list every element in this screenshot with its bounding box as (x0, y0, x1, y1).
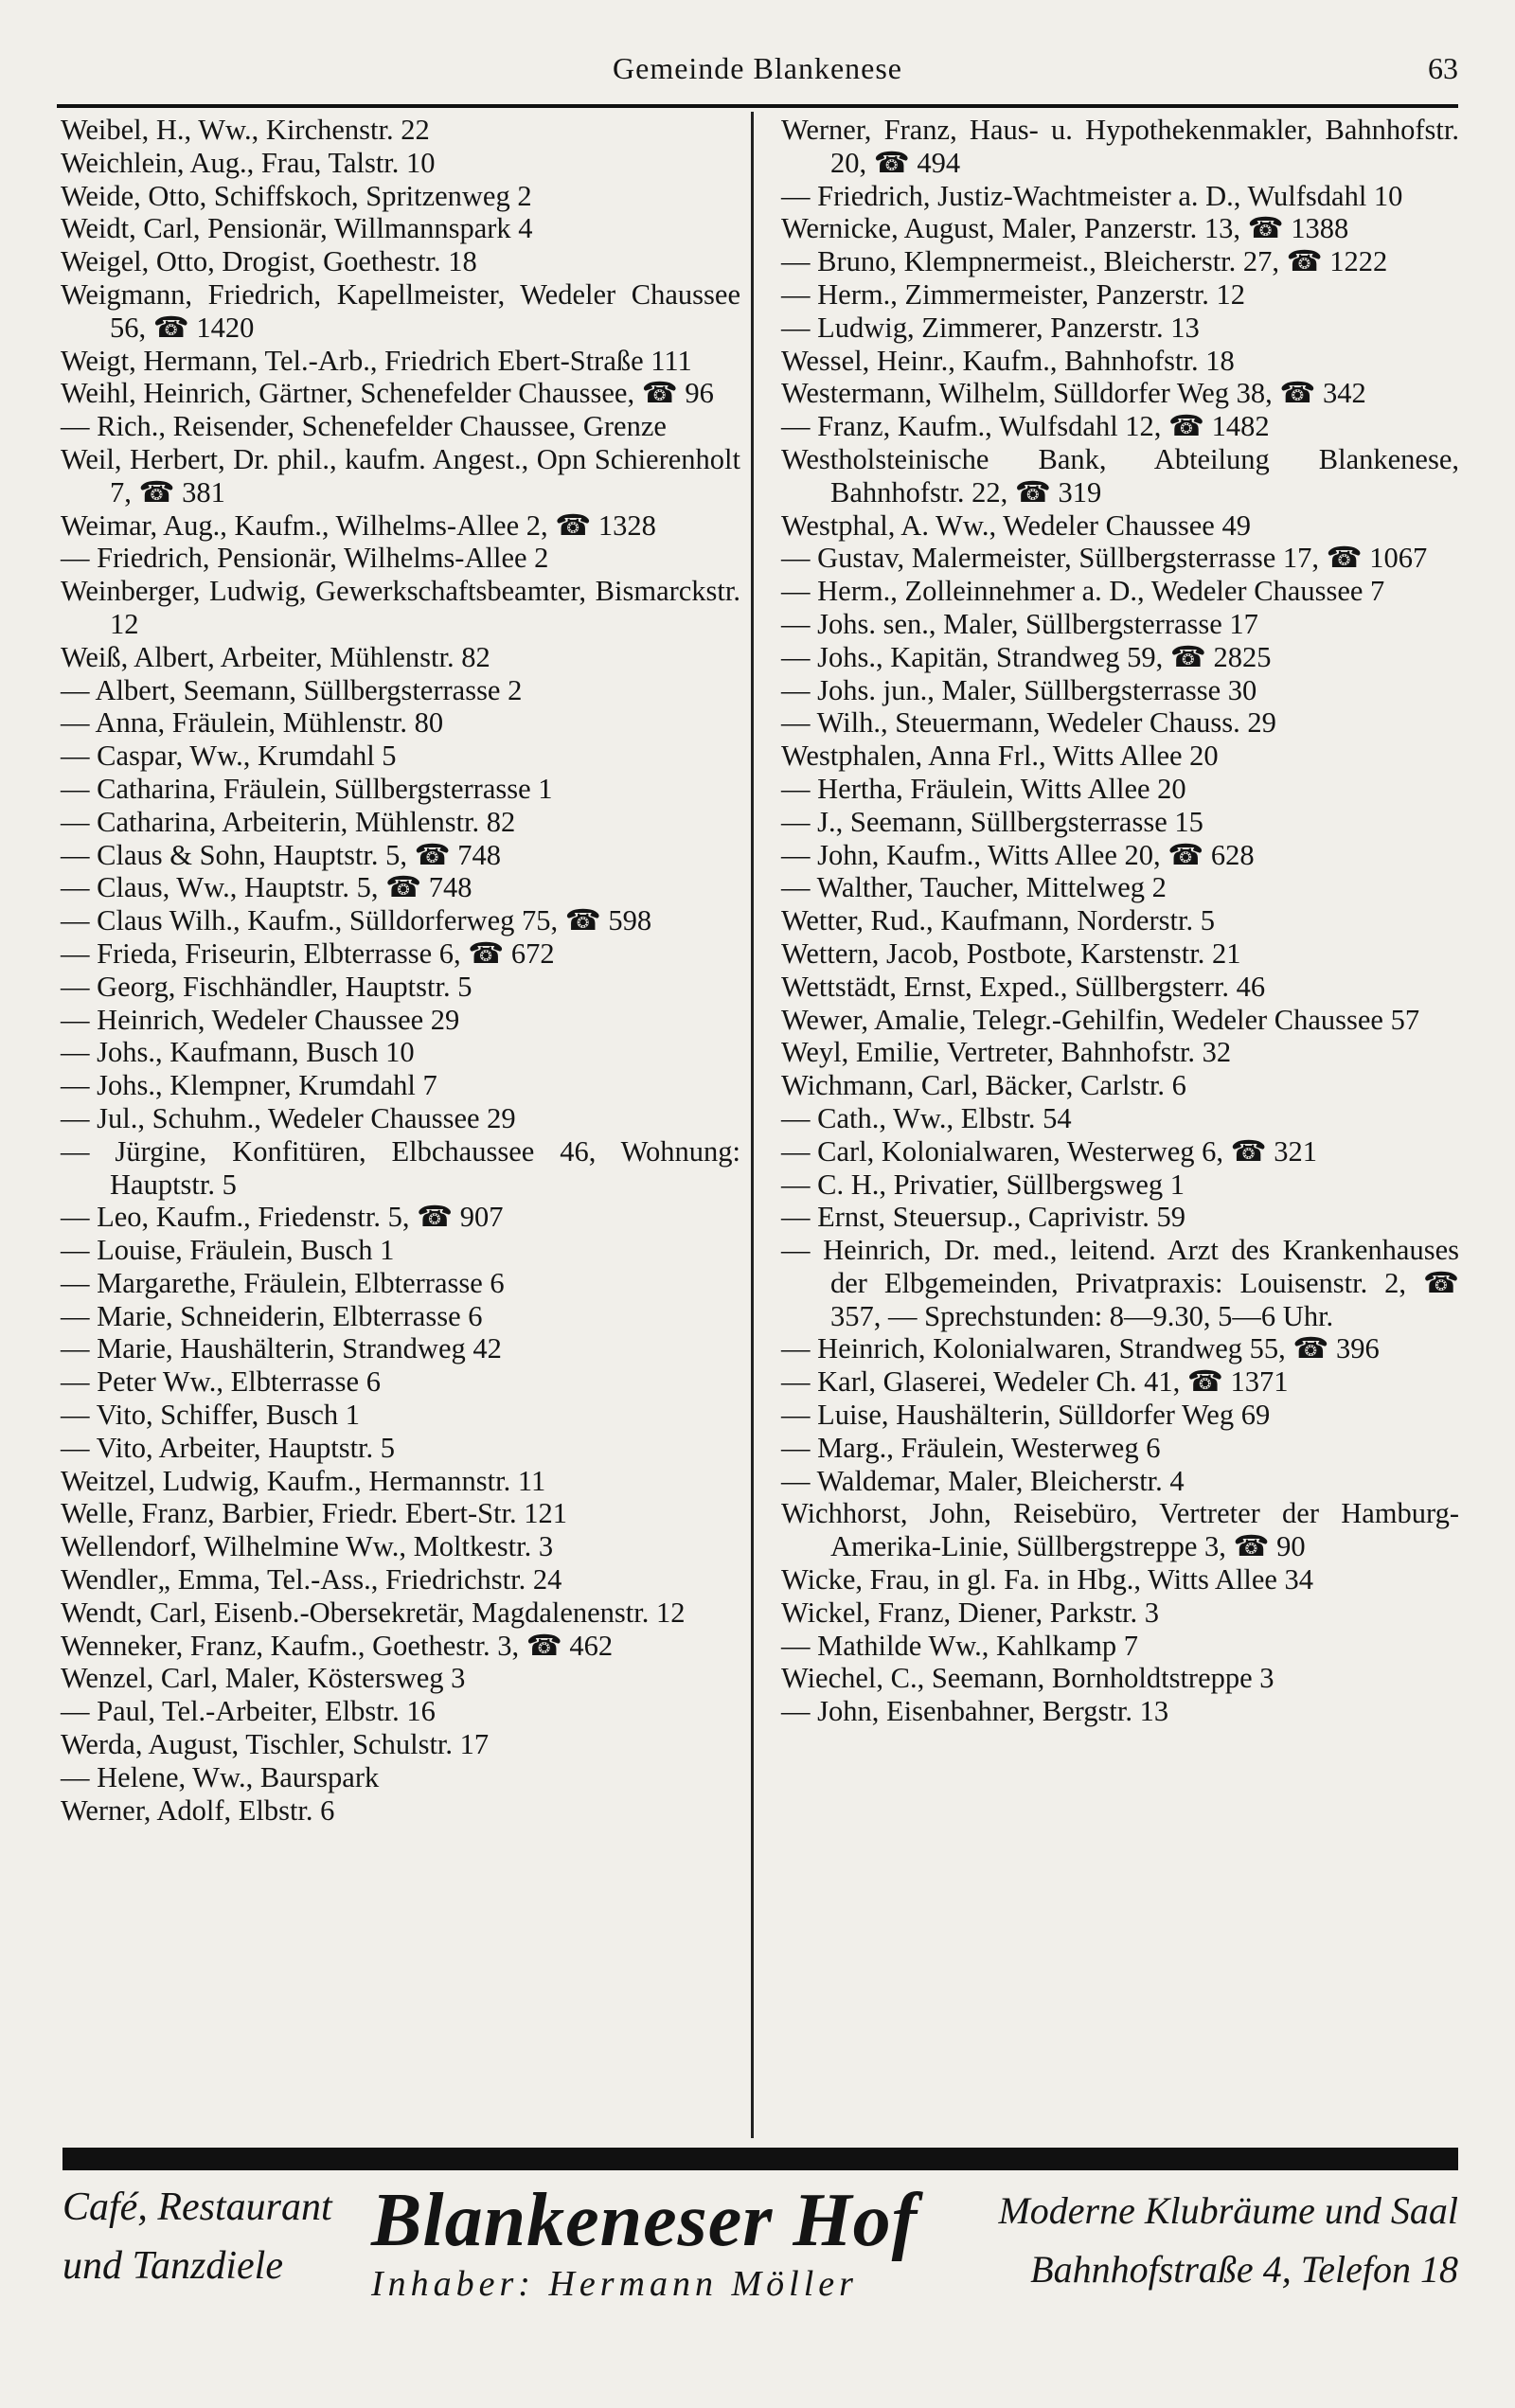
directory-entry: Wenneker, Franz, Kaufm., Goethestr. 3, ☎ 462 (61, 1629, 614, 1662)
directory-entry: — Peter Ww., Elbterrasse 6 (61, 1365, 381, 1399)
left-column (61, 114, 740, 1827)
directory-entry: Westholsteinische Bank, Abteilung Blankenese, Bahnhofstr. 22, ☎ 319 (781, 442, 1459, 508)
directory-entry: Weyl, Emilie, Vertreter, Bahnhofstr. 32 (781, 1036, 1232, 1069)
directory-entry: — John, Kaufm., Witts Allee 20, ☎ 628 (781, 838, 1255, 871)
advertisement-rule (62, 2148, 1458, 2170)
directory-entry: — Claus, Ww., Hauptstr. 5, ☎ 748 (61, 871, 472, 904)
directory-entry: — John, Eisenbahner, Bergstr. 13 (781, 1695, 1169, 1728)
directory-entry: — Johs., Klempner, Krumdahl 7 (61, 1069, 437, 1102)
directory-entry: — Georg, Fischhändler, Hauptstr. 5 (61, 970, 472, 1003)
directory-entry: — Catharina, Arbeiterin, Mühlenstr. 82 (61, 805, 516, 838)
directory-entry: — Carl, Kolonialwaren, Westerweg 6, ☎ 321 (781, 1134, 1318, 1168)
directory-entry: — Herm., Zolleinnehmer a. D., Wedeler Chaussee 7 (781, 575, 1385, 608)
directory-entry: Welle, Franz, Barbier, Friedr. Ebert-Str. 121 (61, 1497, 568, 1530)
directory-entry: Weigmann, Friedrich, Kapellmeister, Wedeler Chaussee 56, ☎ 1420 (61, 277, 740, 344)
directory-entry: Wiechel, C., Seemann, Bornholdtstreppe 3 (781, 1662, 1274, 1695)
directory-entry: Werner, Franz, Haus- u. Hypothekenmakler, Bahnhofstr. 20, ☎ 494 (781, 114, 1459, 179)
directory-entry: — Waldemar, Maler, Bleicherstr. 4 (781, 1464, 1185, 1497)
directory-entry: — Johs. sen., Maler, Süllbergsterrasse 17 (781, 607, 1258, 640)
directory-entry: — Ernst, Steuersup., Caprivistr. 59 (781, 1201, 1185, 1234)
directory-entry: Wicke, Frau, in gl. Fa. in Hbg., Witts Allee 34 (781, 1563, 1314, 1596)
directory-entry: Wendt, Carl, Eisenb.-Obersekretär, Magdalenenstr. 12 (61, 1596, 686, 1629)
directory-entry: — Jürgine, Konfitüren, Elbchaussee 46, Wohnung: Hauptstr. 5 (61, 1134, 740, 1201)
directory-entry: Wendler„ Emma, Tel.-Ass., Friedrichstr. 24 (61, 1563, 562, 1596)
directory-entry: — Claus Wilh., Kaufm., Sülldorferweg 75, ☎ 598 (61, 904, 652, 937)
directory-entry: — Franz, Kaufm., Wulfsdahl 12, ☎ 1482 (781, 410, 1270, 443)
directory-entry: — Heinrich, Dr. med., leitend. Arzt des Krankenhauses der Elbgemeinden, Privatpraxis: Louisenstr. 2, ☎ 357, — Sprechstunden: 8—9.30, 5—6 Uhr. (781, 1234, 1459, 1332)
directory-entry: — Ludwig, Zimmerer, Panzerstr. 13 (781, 311, 1200, 344)
directory-entry: Weidt, Carl, Pensionär, Willmannspark 4 (61, 212, 533, 245)
directory-entry: Weide, Otto, Schiffskoch, Spritzenweg 2 (61, 179, 532, 212)
directory-entry: Weiß, Albert, Arbeiter, Mühlenstr. 82 (61, 640, 490, 673)
ad-right-text (966, 2182, 1458, 2299)
directory-entry: — Gustav, Malermeister, Süllbergsterrasse 17, ☎ 1067 (781, 542, 1428, 575)
directory-entry: Wenzel, Carl, Maler, Köstersweg 3 (61, 1662, 466, 1695)
page-number: 63 (1428, 51, 1458, 85)
directory-entry: — Vito, Schiffer, Busch 1 (61, 1399, 361, 1432)
directory-entry: Wichhorst, John, Reisebüro, Vertreter der Hamburg-Amerika-Linie, Süllbergstreppe 3, ☎ 90 (781, 1497, 1459, 1563)
directory-entry: Weinberger, Ludwig, Gewerkschaftsbeamter, Bismarckstr. 12 (61, 575, 740, 640)
directory-entry: Wewer, Amalie, Telegr.-Gehilfin, Wedeler Chaussee 57 (781, 1003, 1420, 1036)
directory-entry: Weitzel, Ludwig, Kaufm., Hermannstr. 11 (61, 1464, 546, 1497)
directory-entry: Westphal, A. Ww., Wedeler Chaussee 49 (781, 508, 1251, 542)
directory-entry: — Johs., Kapitän, Strandweg 59, ☎ 2825 (781, 640, 1272, 673)
directory-entry: — Helene, Ww., Baurspark (61, 1760, 380, 1793)
page-header (57, 45, 1458, 98)
page-title: Gemeinde Blankenese (613, 51, 902, 85)
directory-entry: — C. H., Privatier, Süllbergsweg 1 (781, 1168, 1185, 1201)
directory-entry: — Heinrich, Kolonialwaren, Strandweg 55, ☎ 396 (781, 1332, 1380, 1365)
directory-entry: — Johs. jun., Maler, Süllbergsterrasse 30 (781, 673, 1257, 706)
directory-entry: Wetter, Rud., Kaufmann, Norderstr. 5 (781, 904, 1215, 937)
directory-entry: — J., Seemann, Süllbergsterrasse 15 (781, 805, 1203, 838)
directory-entry: Wettstädt, Ernst, Exped., Süllbergsterr. 46 (781, 970, 1266, 1003)
ad-right-line2: Bahnhofstraße 4, Telefon 18 (1030, 2248, 1458, 2291)
directory-entry: — Claus & Sohn, Hauptstr. 5, ☎ 748 (61, 838, 502, 871)
directory-entry: Weigel, Otto, Drogist, Goethestr. 18 (61, 245, 477, 278)
ad-business-name: Blankeneser Hof (371, 2179, 918, 2262)
directory-entry: — Heinrich, Wedeler Chaussee 29 (61, 1003, 460, 1036)
directory-entry: — Walther, Taucher, Mittelweg 2 (781, 871, 1167, 904)
directory-entry: Weichlein, Aug., Frau, Talstr. 10 (61, 146, 436, 179)
directory-entry: Weihl, Heinrich, Gärtner, Schenefelder Chaussee, ☎ 96 (61, 377, 714, 410)
directory-entry: Weimar, Aug., Kaufm., Wilhelms-Allee 2, ☎ 1328 (61, 508, 656, 542)
directory-entry: Wellendorf, Wilhelmine Ww., Moltkestr. 3 (61, 1530, 554, 1563)
directory-entry: — Louise, Fräulein, Busch 1 (61, 1234, 395, 1267)
ad-left-line1: Café, Restaurant (62, 2185, 332, 2229)
directory-entry: Wichmann, Carl, Bäcker, Carlstr. 6 (781, 1069, 1186, 1102)
directory-entry: — Paul, Tel.-Arbeiter, Elbstr. 16 (61, 1695, 436, 1728)
directory-entry: — Vito, Arbeiter, Hauptstr. 5 (61, 1431, 396, 1464)
directory-entry: — Hertha, Fräulein, Witts Allee 20 (781, 772, 1186, 805)
ad-owner: Inhaber: Hermann Möller (371, 2264, 858, 2304)
directory-entry: — Caspar, Ww., Krumdahl 5 (61, 740, 397, 773)
ad-center (371, 2178, 996, 2305)
directory-entry: — Anna, Fräulein, Mühlenstr. 80 (61, 706, 444, 740)
directory-entry: Westphalen, Anna Frl., Witts Allee 20 (781, 740, 1219, 773)
column-divider (751, 112, 754, 2138)
directory-entry: — Marie, Haushälterin, Strandweg 42 (61, 1332, 502, 1365)
directory-entry: Weil, Herbert, Dr. phil., kaufm. Angest., Opn Schierenholt 7, ☎ 381 (61, 442, 740, 508)
directory-entry: — Wilh., Steuermann, Wedeler Chauss. 29 (781, 706, 1276, 740)
directory-entry: Weibel, H., Ww., Kirchenstr. 22 (61, 114, 430, 146)
directory-entry: Werda, August, Tischler, Schulstr. 17 (61, 1728, 490, 1761)
header-rule (57, 104, 1458, 108)
ad-left-line2: und Tanzdiele (62, 2244, 283, 2288)
directory-entry: — Albert, Seemann, Süllbergsterrasse 2 (61, 673, 523, 706)
directory-entry: — Marie, Schneiderin, Elbterrasse 6 (61, 1299, 483, 1332)
directory-entry: — Herm., Zimmermeister, Panzerstr. 12 (781, 277, 1246, 311)
directory-entry: — Frieda, Friseurin, Elbterrasse 6, ☎ 672 (61, 936, 555, 970)
ad-right-line1: Moderne Klubräume und Saal (998, 2189, 1458, 2232)
directory-entry: — Catharina, Fräulein, Süllbergsterrasse 1 (61, 772, 553, 805)
directory-entry: — Karl, Glaserei, Wedeler Ch. 41, ☎ 1371 (781, 1365, 1289, 1399)
directory-entry: — Friedrich, Justiz-Wachtmeister a. D., Wulfsdahl 10 (781, 179, 1403, 212)
directory-entry: Wessel, Heinr., Kaufm., Bahnhofstr. 18 (781, 344, 1235, 377)
right-column (781, 114, 1459, 1728)
directory-entry: — Cath., Ww., Elbstr. 54 (781, 1101, 1072, 1134)
directory-entry: — Marg., Fräulein, Westerweg 6 (781, 1431, 1161, 1464)
directory-entry: — Margarethe, Fräulein, Elbterrasse 6 (61, 1266, 505, 1299)
directory-entry: Westermann, Wilhelm, Sülldorfer Weg 38, ☎ 342 (781, 377, 1366, 410)
directory-entry: Werner, Adolf, Elbstr. 6 (61, 1793, 335, 1827)
ad-left-text (62, 2178, 365, 2295)
directory-entry: Wettern, Jacob, Postbote, Karstenstr. 21 (781, 936, 1241, 970)
directory-entry: — Rich., Reisender, Schenefelder Chaussee, Grenze (61, 410, 667, 443)
directory-entry: — Jul., Schuhm., Wedeler Chaussee 29 (61, 1101, 516, 1134)
advertisement (62, 2178, 1458, 2348)
directory-entry: — Leo, Kaufm., Friedenstr. 5, ☎ 907 (61, 1201, 504, 1234)
directory-entry: Wernicke, August, Maler, Panzerstr. 13, ☎ 1388 (781, 212, 1349, 245)
directory-entry: — Mathilde Ww., Kahlkamp 7 (781, 1629, 1138, 1662)
directory-entry: — Luise, Haushälterin, Sülldorfer Weg 69 (781, 1399, 1271, 1432)
directory-entry: Weigt, Hermann, Tel.-Arb., Friedrich Ebert-Straße 111 (61, 344, 692, 377)
directory-entry: — Bruno, Klempnermeist., Bleicherstr. 27, ☎ 1222 (781, 245, 1388, 278)
directory-entry: — Johs., Kaufmann, Busch 10 (61, 1036, 415, 1069)
directory-entry: Wickel, Franz, Diener, Parkstr. 3 (781, 1596, 1160, 1629)
directory-entry: — Friedrich, Pensionär, Wilhelms-Allee 2 (61, 542, 549, 575)
